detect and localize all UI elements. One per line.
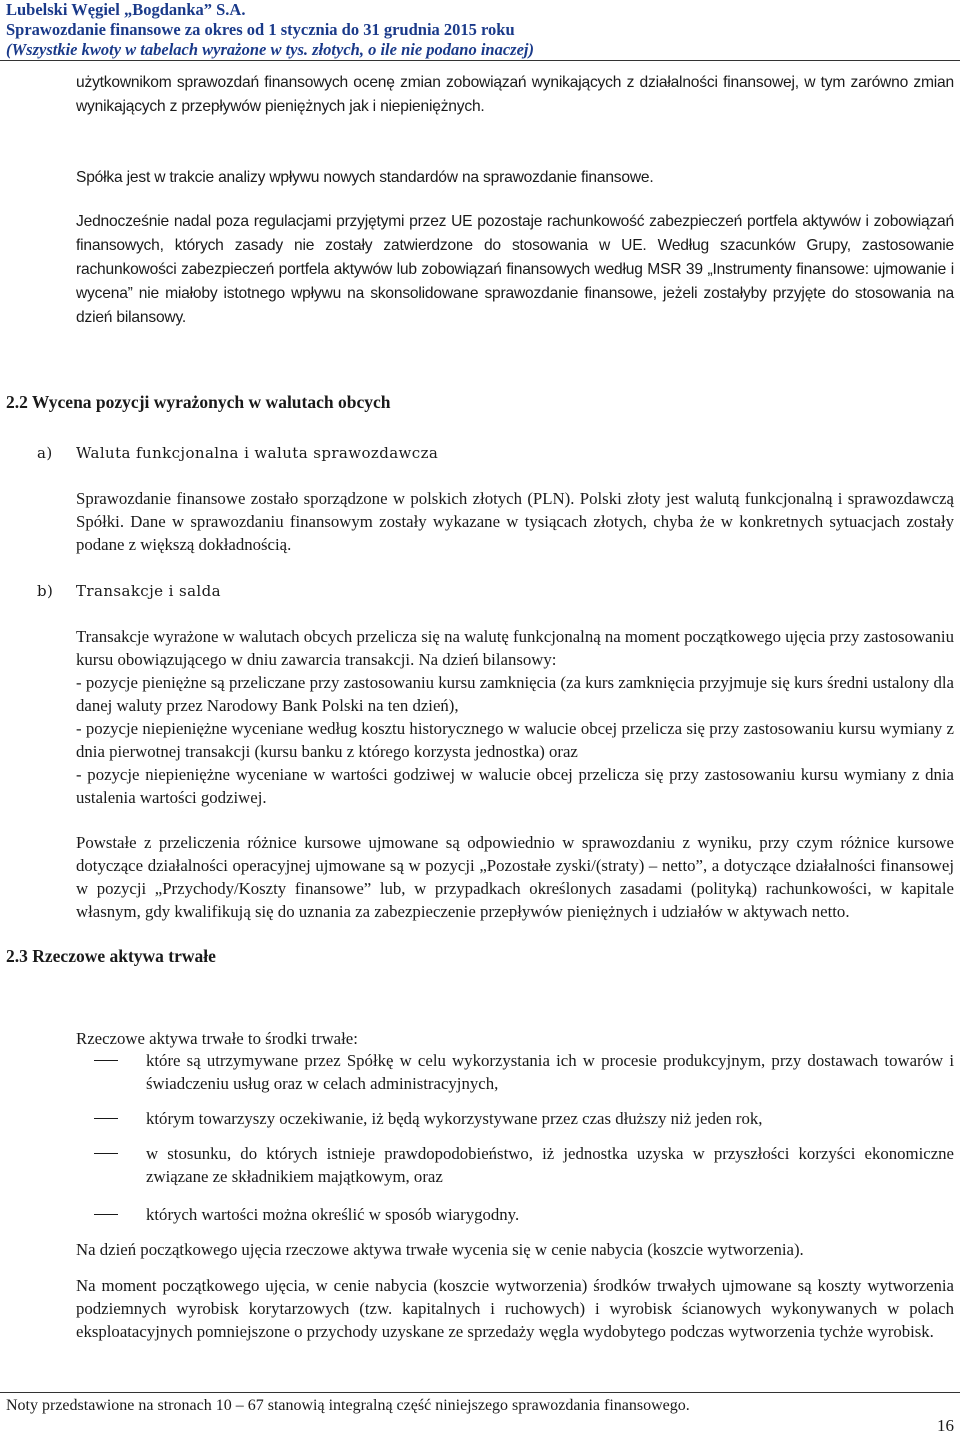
bullet-item-useful-life: którym towarzyszy oczekiwanie, iż będą wykorzystywane przez czas dłuższy niż jeden rok,	[146, 1109, 763, 1128]
paragraph-exchange-differences: Powstałe z przeliczenia różnice kursowe ujmowane są odpowiednio w sprawozdaniu z wyniku, przy czym różnice kursowe dotyczące działalności operacyjnej ujmowane są w pozycji „Pozostałe zyski/(straty) – netto”, a dotyczące działalności finansowej w pozycji „Przychody/Koszty finansowe” lub, w przypadkach określonych zasadami (polityką) rachunkowości, w kapitale własnym, gdy kwalifikują się do uznania za zabezpieczenie przepływów pieniężnych i udziałów w aktywach netto.	[76, 833, 954, 921]
report-header	[6, 0, 726, 60]
bullet-item-reliable-measurement: których wartości można określić w sposób wiarygodny.	[146, 1205, 520, 1224]
paragraph-functional-currency: Sprawozdanie finansowe zostało sporządzone w polskich złotych (PLN). Polski złoty jest walutą funkcjonalną i sprawozdawczą Spółki. Dane w sprawozdaniu finansowym zostały wykazane w tysiącach złotych, chyba że w konkretnych sytuacjach zostały podane z większą dokładnością.	[76, 489, 954, 554]
paragraph-analysis: Spółka jest w trakcie analizy wpływu nowych standardów na sprawozdanie finansowe.	[76, 169, 654, 186]
list-item-nonmonetary-historical: - pozycje niepieniężne wyceniane według kosztu historycznego w walucie obcej przelicza się przy zastosowaniu kursu wymiany z dnia pierwotnej transakcji (kursu banku z którego korzysta jednostka) oraz	[76, 719, 954, 761]
company-name: Lubelski Węgiel „Bogdanka” S.A.	[6, 0, 246, 19]
subsection-marker-b: b)	[37, 582, 54, 600]
subsection-marker-a: a)	[37, 444, 53, 462]
list-item-nonmonetary-fair-value: - pozycje niepieniężne wyceniane w wartości godziwej w walucie obcej przelicza się przy zastosowaniu kursu wymiany z dnia ustalenia wartości godziwej.	[76, 765, 954, 807]
section-heading-2-3: 2.3 Rzeczowe aktywa trwałe	[6, 946, 216, 966]
report-period: Sprawozdanie finansowe za okres od 1 stycznia do 31 grudnia 2015 roku	[6, 20, 515, 39]
paragraph-transactions-intro: Transakcje wyrażone w walutach obcych przelicza się na walutę funkcjonalną na moment początkowego ujęcia przy zastosowaniu kursu obowiązującego w dniu zawarcia transakcji. Na dzień bilansowy:	[76, 627, 954, 669]
paragraph-ppe-intro: Rzeczowe aktywa trwałe to środki trwałe:	[76, 1029, 358, 1048]
dash-bullet-icon	[94, 1118, 118, 1119]
paragraph-initial-measurement: Na dzień początkowego ujęcia rzeczowe aktywa trwałe wycenia się w cenie nabycia (koszcie wytworzenia).	[76, 1240, 804, 1259]
header-divider	[0, 60, 960, 61]
paragraph-new-standards-cont: użytkownikom sprawozdań finansowych ocenę zmian zobowiązań wynikających z działalności finansowej, w tym zarówno zmian wynikających z przepływów pieniężnych jak i niepieniężnych.	[76, 74, 954, 115]
amounts-note: (Wszystkie kwoty w tabelach wyrażone w tys. złotych, o ile nie podano inaczej)	[6, 40, 534, 59]
paragraph-mining-costs: Na moment początkowego ujęcia, w cenie nabycia (koszcie wytworzenia) środków trwałych ujmowane są koszty wytworzenia podziemnych wyrobisk korytarzowych (tzw. kapitalnych i ruchowych) i wyrobisk ścianowych wykonywanych w polach eksploatacyjnych pomniejszone o przychody uzyskane ze sprzedaży węgla wydobytego podczas wytworzenia tychże wyrobisk.	[76, 1276, 954, 1341]
dash-bullet-icon	[94, 1060, 118, 1061]
paragraph-hedge-accounting: Jednocześnie nadal poza regulacjami przyjętymi przez UE pozostaje rachunkowość zabezpieczeń portfela aktywów i zobowiązań finansowych, których zasady nie zostały zatwierdzone do stosowania w UE. Według szacunków Grupy, zastosowanie rachunkowości zabezpieczeń portfela aktywów lub zobowiązań finansowych według MSR 39 „Instrumenty finansowe: ujmowanie i wycena” nie miałoby istotnego wpływu na skonsolidowane sprawozdanie finansowe, jeżeli zostałyby przyjęte do stosowania na dzień bilansowy.	[76, 213, 954, 326]
list-item-monetary: - pozycje pieniężne są przeliczane przy zastosowaniu kursu zamknięcia (za kurs zamknięcia przyjmuje się kurs średni ustalony dla danej waluty przez Narodowy Bank Polski na ten dzień),	[76, 673, 954, 715]
bullet-item-economic-benefits: w stosunku, do których istnieje prawdopodobieństwo, iż jednostka uzyska w przyszłości korzyści ekonomiczne związane ze składnikiem majątkowym, oraz	[146, 1144, 954, 1186]
subsection-title-a: Waluta funkcjonalna i waluta sprawozdawcza	[76, 444, 439, 462]
dash-bullet-icon	[94, 1214, 118, 1215]
bullet-item-production-use: które są utrzymywane przez Spółkę w celu wykorzystania ich w procesie produkcyjnym, przy dostawach towarów i świadczeniu usług oraz w celach administracyjnych,	[146, 1051, 954, 1093]
page-number: 16	[937, 1416, 954, 1435]
dash-bullet-icon	[94, 1153, 118, 1154]
section-heading-2-2: 2.2 Wycena pozycji wyrażonych w walutach obcych	[6, 392, 391, 412]
footer-note: Noty przedstawione na stronach 10 – 67 stanowią integralną część niniejszego sprawozdania finansowego.	[6, 1397, 690, 1414]
footer-divider	[0, 1392, 960, 1393]
subsection-title-b: Transakcje i salda	[76, 582, 221, 600]
